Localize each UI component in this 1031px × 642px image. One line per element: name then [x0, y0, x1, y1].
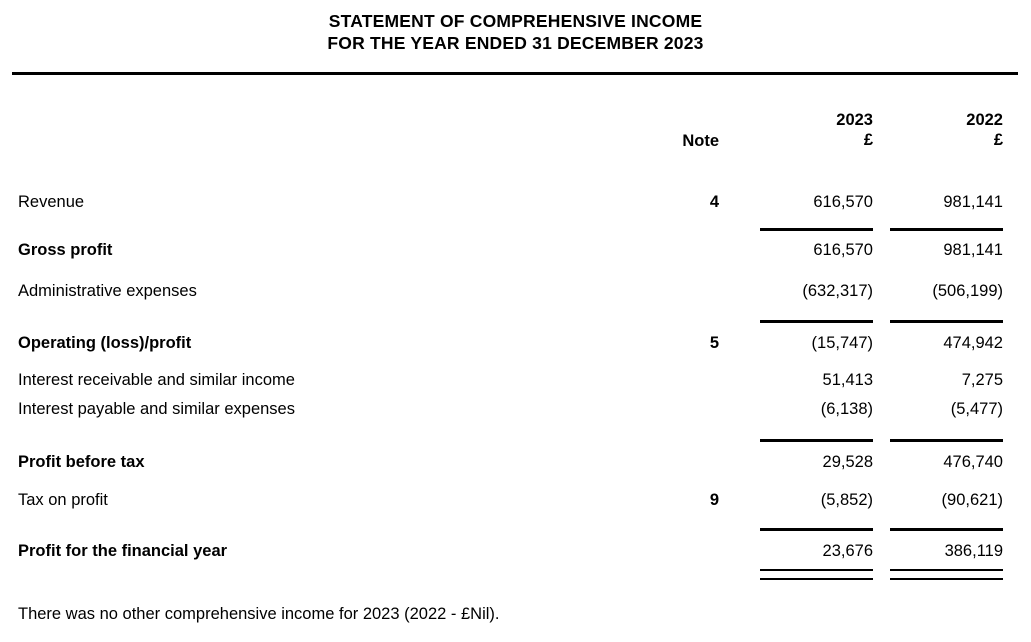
row-value-2023: 29,528 [822, 453, 873, 471]
column-header-note: Note [682, 132, 719, 150]
row-value-2023: (15,747) [811, 334, 873, 352]
row-value-2023: 616,570 [813, 193, 873, 211]
row-note-ref: 5 [709, 334, 719, 352]
total-rule-2022 [890, 528, 1003, 531]
table-row [0, 331, 1031, 355]
row-value-2023: 51,413 [822, 371, 873, 389]
column-header-2023 [760, 110, 873, 150]
row-value-2022: 7,275 [961, 371, 1003, 389]
row-value-2022: (506,199) [932, 282, 1003, 300]
row-note-ref: 4 [709, 193, 719, 211]
row-value-2022: (90,621) [941, 491, 1003, 509]
subtotal-rule-2022 [890, 320, 1003, 323]
row-label: Profit before tax [18, 453, 145, 471]
row-label: Gross profit [18, 241, 113, 259]
subtotal-rule-2022 [890, 439, 1003, 442]
table-row [0, 368, 1031, 392]
row-value-2022: 476,740 [943, 453, 1003, 471]
total-rule-2023 [760, 528, 873, 531]
column-header-2022-year: 2022 [966, 111, 1003, 129]
column-header-2023-year: 2023 [836, 111, 873, 129]
page-title-line-2: FOR THE YEAR ENDED 31 DECEMBER 2023 [327, 33, 704, 53]
row-value-2022: 981,141 [943, 241, 1003, 259]
row-label: Tax on profit [18, 491, 108, 509]
row-value-2023: 616,570 [813, 241, 873, 259]
row-label: Interest payable and similar expenses [18, 400, 295, 418]
row-label: Interest receivable and similar income [18, 371, 295, 389]
column-header-2022-currency: £ [993, 131, 1003, 149]
row-value-2023: (6,138) [820, 400, 873, 418]
row-label: Profit for the financial year [18, 542, 228, 560]
column-header-2023-currency: £ [863, 131, 873, 149]
table-row [0, 279, 1031, 303]
row-value-2022: 474,942 [943, 334, 1003, 352]
table-row [0, 450, 1031, 474]
subtotal-rule-2023 [760, 439, 873, 442]
grand-total-double-rule-2023 [760, 569, 873, 580]
page-title [0, 10, 1031, 54]
row-value-2023: 23,676 [822, 542, 873, 560]
grand-total-double-rule-2022 [890, 569, 1003, 580]
row-label: Operating (loss)/profit [18, 334, 192, 352]
row-value-2023: (632,317) [802, 282, 873, 300]
column-header-2022 [890, 110, 1003, 150]
table-row [0, 397, 1031, 421]
table-row [0, 488, 1031, 512]
row-value-2022: 981,141 [943, 193, 1003, 211]
row-value-2022: (5,477) [950, 400, 1003, 418]
subtotal-rule-2022 [890, 228, 1003, 231]
row-value-2023: (5,852) [820, 491, 873, 509]
other-comprehensive-income-note: There was no other comprehensive income for 2023 (2022 - £Nil). [18, 605, 500, 623]
row-label: Revenue [18, 193, 85, 211]
row-value-2022: 386,119 [944, 542, 1003, 560]
subtotal-rule-2023 [760, 228, 873, 231]
header-divider [12, 72, 1018, 75]
table-row [0, 238, 1031, 262]
table-row [0, 539, 1031, 563]
page-title-line-1: STATEMENT OF COMPREHENSIVE INCOME [328, 11, 703, 31]
row-label: Administrative expenses [18, 282, 197, 300]
table-row [0, 190, 1031, 214]
subtotal-rule-2023 [760, 320, 873, 323]
row-note-ref: 9 [709, 491, 719, 509]
